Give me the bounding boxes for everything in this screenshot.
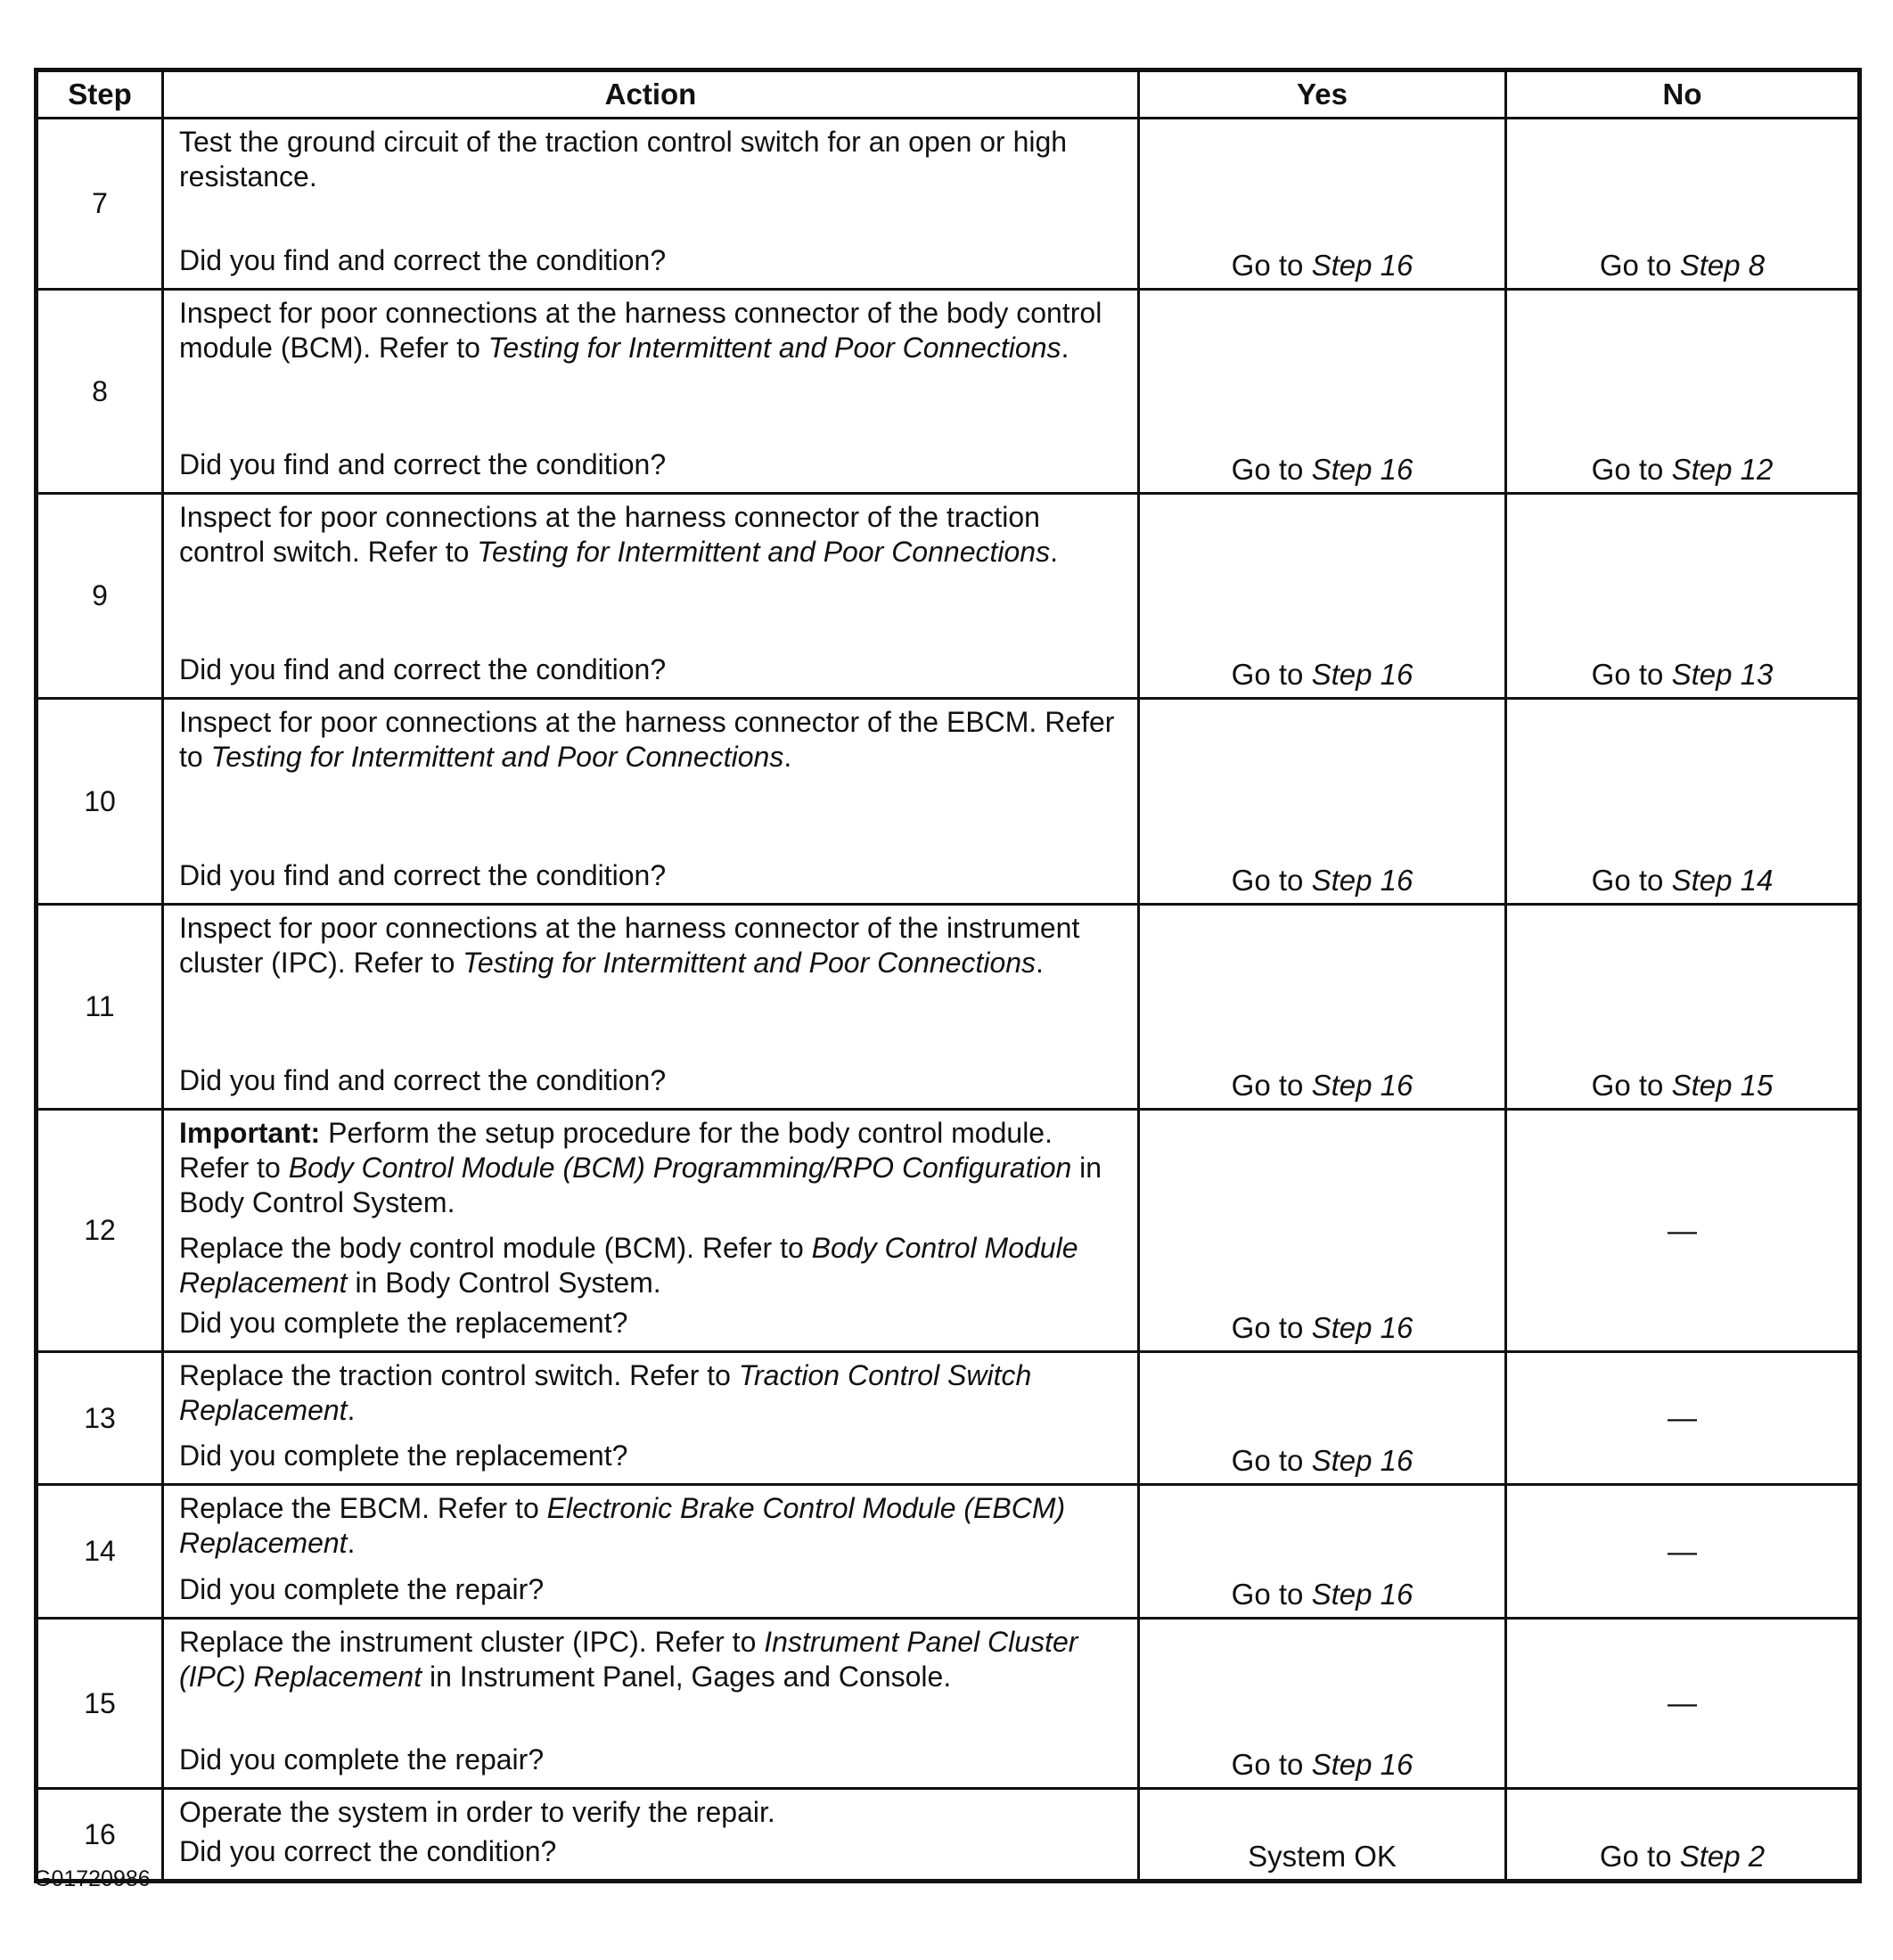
action-cell	[163, 1485, 1139, 1619]
no-goto-step: Step 14	[1671, 864, 1774, 897]
step-row-10	[37, 699, 1860, 905]
action-question: Did you find and correct the condition?	[179, 448, 667, 480]
step-number: 8	[37, 290, 163, 494]
no-cell	[1506, 905, 1860, 1110]
action-question: Did you complete the repair?	[179, 1743, 545, 1775]
action-question: Did you complete the replacement?	[179, 1307, 628, 1339]
action-cell	[163, 1789, 1139, 1882]
no-not-applicable: —	[1668, 1401, 1697, 1434]
no-cell	[1506, 699, 1860, 905]
no-cell	[1506, 1352, 1860, 1485]
header-no: No	[1506, 70, 1860, 119]
yes-goto-prefix: Go to	[1231, 864, 1304, 897]
yes-goto-prefix: Go to	[1231, 1444, 1304, 1477]
action-cell	[163, 494, 1139, 699]
action-text: .	[347, 1527, 356, 1559]
yes-result-text: System OK	[1248, 1840, 1397, 1873]
no-not-applicable: —	[1668, 1213, 1697, 1247]
no-goto-prefix: Go to	[1591, 658, 1664, 691]
step-row-12	[37, 1110, 1860, 1352]
action-text: .	[347, 1394, 356, 1426]
action-text: Inspect for poor connections at the harness connector of the body control module (BCM). Refer to	[179, 297, 1102, 364]
reference-link-text: Traction Control Switch Replacement	[179, 1359, 1032, 1426]
figure-id: G01720986	[34, 1866, 151, 1891]
yes-cell	[1139, 1352, 1506, 1485]
action-text: .	[1036, 947, 1044, 979]
no-goto-prefix: Go to	[1599, 249, 1672, 282]
no-goto-prefix: Go to	[1591, 864, 1664, 897]
action-text: Replace the instrument cluster (IPC). Refer to	[179, 1626, 765, 1658]
yes-cell	[1139, 119, 1506, 290]
yes-goto-step: Step 16	[1311, 1444, 1414, 1477]
yes-goto-prefix: Go to	[1231, 1578, 1304, 1611]
action-cell	[163, 1352, 1139, 1485]
step-number: 12	[37, 1110, 163, 1352]
yes-goto-step: Step 16	[1311, 1578, 1414, 1611]
action-question: Did you complete the replacement?	[179, 1439, 628, 1472]
step-row-15	[37, 1619, 1860, 1789]
yes-goto-prefix: Go to	[1231, 1748, 1304, 1781]
reference-link-text: Testing for Intermittent and Poor Connections	[463, 947, 1037, 979]
yes-cell	[1139, 1789, 1506, 1882]
action-text: Inspect for poor connections at the harness connector of the traction control switch. Refer to	[179, 501, 1040, 568]
step-number: 7	[37, 119, 163, 290]
yes-goto-step: Step 16	[1311, 1311, 1414, 1344]
action-paragraph	[179, 1116, 1127, 1220]
step-number: 11	[37, 905, 163, 1110]
no-goto-step: Step 12	[1671, 453, 1774, 486]
no-goto-prefix: Go to	[1591, 453, 1664, 486]
no-not-applicable: —	[1668, 1534, 1697, 1568]
action-paragraph	[179, 1795, 1127, 1830]
yes-goto-prefix: Go to	[1231, 1069, 1304, 1102]
action-question: Did you find and correct the condition?	[179, 1064, 667, 1096]
no-goto-prefix: Go to	[1599, 1840, 1672, 1873]
yes-cell	[1139, 1485, 1506, 1619]
action-cell	[163, 1110, 1139, 1352]
step-row-13	[37, 1352, 1860, 1485]
yes-goto-step: Step 16	[1311, 864, 1414, 897]
action-paragraph	[179, 1358, 1127, 1428]
action-text: Inspect for poor connections at the harness connector of the EBCM. Refer to	[179, 706, 1115, 773]
no-cell	[1506, 494, 1860, 699]
action-paragraph	[179, 911, 1127, 980]
action-question: Did you find and correct the condition?	[179, 244, 667, 276]
reference-link-text: Testing for Intermittent and Poor Connections	[477, 536, 1051, 568]
action-paragraph	[179, 705, 1127, 775]
header-row	[37, 70, 1860, 119]
no-goto-step: Step 13	[1671, 658, 1774, 691]
action-text: Inspect for poor connections at the harness connector of the instrument cluster (IPC). Refer to	[179, 912, 1080, 979]
action-question: Did you correct the condition?	[179, 1835, 557, 1867]
action-paragraph	[179, 1231, 1127, 1300]
yes-goto-step: Step 16	[1311, 249, 1414, 282]
action-text: Operate the system in order to verify the repair.	[179, 1796, 775, 1828]
step-row-7	[37, 119, 1860, 290]
reference-link-text: Body Control Module Replacement	[179, 1232, 1078, 1299]
reference-link-text: Body Control Module (BCM) Programming/RPO Configuration	[288, 1152, 1072, 1184]
step-number: 15	[37, 1619, 163, 1789]
reference-link-text: Testing for Intermittent and Poor Connections	[488, 332, 1061, 364]
step-row-11	[37, 905, 1860, 1110]
yes-cell	[1139, 290, 1506, 494]
step-number: 14	[37, 1485, 163, 1619]
action-text: Test the ground circuit of the traction control switch for an open or high resistance.	[179, 126, 1068, 193]
action-cell	[163, 290, 1139, 494]
action-paragraph	[179, 500, 1127, 570]
reference-link-text: Instrument Panel Cluster (IPC) Replacement	[179, 1626, 1078, 1693]
action-text: .	[1061, 332, 1069, 364]
action-cell	[163, 905, 1139, 1110]
step-row-14	[37, 1485, 1860, 1619]
no-cell	[1506, 119, 1860, 290]
yes-goto-prefix: Go to	[1231, 1311, 1304, 1344]
action-text: Replace the traction control switch. Refer to	[179, 1359, 739, 1391]
action-cell	[163, 1619, 1139, 1789]
action-cell	[163, 119, 1139, 290]
no-not-applicable: —	[1668, 1686, 1697, 1719]
no-goto-step: Step 8	[1679, 249, 1766, 282]
step-row-8	[37, 290, 1860, 494]
yes-cell	[1139, 699, 1506, 905]
yes-cell	[1139, 905, 1506, 1110]
yes-goto-prefix: Go to	[1231, 249, 1304, 282]
action-paragraph	[179, 125, 1127, 194]
step-row-9	[37, 494, 1860, 699]
yes-cell	[1139, 1110, 1506, 1352]
no-cell	[1506, 1485, 1860, 1619]
action-question: Did you find and correct the condition?	[179, 653, 667, 685]
step-number: 13	[37, 1352, 163, 1485]
yes-cell	[1139, 1619, 1506, 1789]
reference-link-text: Electronic Brake Control Module (EBCM) Replacement	[179, 1492, 1066, 1559]
action-cell	[163, 699, 1139, 905]
yes-goto-prefix: Go to	[1231, 453, 1304, 486]
no-cell	[1506, 1789, 1860, 1882]
no-cell	[1506, 290, 1860, 494]
important-label: Important:	[179, 1117, 321, 1149]
action-text: in Body Control System.	[179, 1152, 1102, 1218]
no-cell	[1506, 1619, 1860, 1789]
action-question: Did you find and correct the condition?	[179, 859, 667, 891]
action-text: .	[1050, 536, 1058, 568]
header-action: Action	[163, 70, 1139, 119]
yes-cell	[1139, 494, 1506, 699]
action-paragraph	[179, 296, 1127, 365]
no-cell	[1506, 1110, 1860, 1352]
yes-goto-step: Step 16	[1311, 658, 1414, 691]
header-yes: Yes	[1139, 70, 1506, 119]
yes-goto-step: Step 16	[1311, 453, 1414, 486]
action-question: Did you complete the repair?	[179, 1573, 545, 1605]
yes-goto-prefix: Go to	[1231, 658, 1304, 691]
table-body	[37, 119, 1860, 1882]
action-text: Replace the body control module (BCM). Refer to	[179, 1232, 812, 1264]
yes-goto-step: Step 16	[1311, 1069, 1414, 1102]
yes-goto-step: Step 16	[1311, 1748, 1414, 1781]
action-paragraph	[179, 1625, 1127, 1694]
no-goto-step: Step 15	[1671, 1069, 1774, 1102]
action-text: Replace the EBCM. Refer to	[179, 1492, 547, 1524]
diagnostic-table	[34, 68, 1862, 1883]
step-number: 9	[37, 494, 163, 699]
no-goto-prefix: Go to	[1591, 1069, 1664, 1102]
header-step: Step	[37, 70, 163, 119]
action-text: .	[783, 741, 792, 773]
action-text: Perform the setup procedure for the body control module. Refer to	[179, 1117, 1053, 1184]
reference-link-text: Testing for Intermittent and Poor Connections	[210, 741, 784, 773]
no-goto-step: Step 2	[1679, 1840, 1766, 1873]
action-paragraph	[179, 1491, 1127, 1561]
action-text: in Instrument Panel, Gages and Console.	[422, 1661, 952, 1693]
step-number: 10	[37, 699, 163, 905]
step-row-16	[37, 1789, 1860, 1882]
step-number: 16	[37, 1789, 163, 1882]
action-text: in Body Control System.	[347, 1267, 661, 1299]
